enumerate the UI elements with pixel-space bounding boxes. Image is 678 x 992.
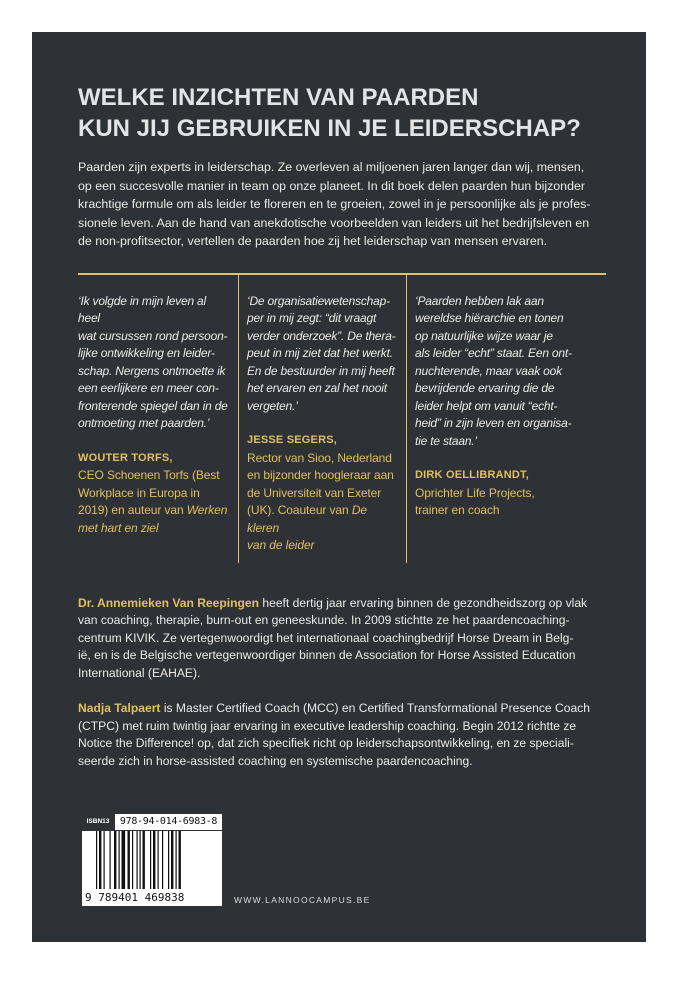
barcode-bar [153, 831, 155, 889]
barcode-bar [176, 831, 177, 889]
barcode-bar [128, 831, 130, 889]
testimonial-2 [238, 275, 406, 563]
barcode-graphic [96, 831, 214, 891]
heading-line-1: WELKE INZICHTEN VAN PAARDEN [78, 84, 479, 111]
testimonial-role [78, 467, 230, 537]
barcode-bars [82, 831, 222, 906]
barcode-bar [179, 831, 181, 889]
book-title: Werken met hart en ziel [78, 503, 228, 535]
barcode-bar [99, 831, 101, 889]
isbn-number: 978-94-014-6983-8 [115, 814, 222, 830]
isbn-label: ISBN13 [82, 814, 114, 830]
barcode-bar [104, 831, 105, 889]
testimonial-quote: ‘Paarden hebben lak aan wereldse hiërarchie en tonen op natuurlijke wijze waar je als leider “echt” staat. Een ont- nuchterende, maar vaak ook bevrijdende ervaring die de leider helpt om vanuit “echt- heid” in zijn leven en organisa- tie te staan.’ [415, 293, 572, 448]
book-title: De kleren van de leider [247, 503, 367, 552]
testimonial-author: WOUTER TORFS, [78, 451, 173, 464]
cover-heading [78, 82, 606, 144]
testimonial-role [247, 450, 398, 555]
testimonial-role [415, 485, 598, 520]
testimonial-1 [78, 275, 238, 563]
back-cover [32, 32, 646, 942]
intro-paragraph: Paarden zijn experts in leiderschap. Ze overleven al miljoenen jaren langer dan wij, mensen, op een succesvolle manier in team op onze planeet. In dit boek delen paarden hun bijzonder krachtige formule om als leider te floreren en te groeien, zowel in je persoonlijke als je profes- sionele leven. Aan de hand van anekdotische voorbeelden van leiders uit het bedrijfsleven en de non-profitsector, vertellen de paarden hoe zij het leiderschap van mensen ervaren. [78, 160, 591, 248]
testimonial-3 [406, 275, 606, 563]
author-name: Dr. Annemieken Van Reepingen [78, 595, 260, 610]
barcode-bar [140, 831, 141, 889]
barcode-bar [168, 831, 169, 889]
testimonials [78, 273, 606, 563]
barcode-bar [122, 831, 126, 889]
bio-text: is Master Certified Coach (MCC) en Certified Transformational Presence Coach (CTPC) met ruim twintig jaar ervaring in executive leadership coaching. Begin 2012 richtte ze Notice the Difference! op, dat zich specifiek richt op leiderschapsontwikkeling, en ze speciali- seerde zich in horse-assisted coaching en systemische paardencoaching. [78, 701, 590, 768]
barcode-bar [119, 831, 120, 889]
barcode-bar [158, 831, 159, 889]
barcode-bar [143, 831, 145, 889]
barcode-bar [96, 831, 97, 889]
barcode-bar [132, 831, 133, 889]
publisher-website: WWW.LANNOOCAMPUS.BE [234, 895, 371, 905]
bio-text: heeft dertig jaar ervaring binnen de gezondheidszorg op vlak van coaching, therapie, burn-out en geneeskunde. In 2009 stichtte ze het paardencoaching- centrum KIVIK. Ze vertegenwoordigt het internationaal coachingbedrijf Horse Dream in Belg- ië, en is de Belgische vertegenwoordiger binnen de Association for Horse Assisted Education International (EAHAE). [78, 595, 588, 680]
isbn-barcode [82, 814, 222, 906]
testimonial-quote: ‘Ik volgde in mijn leven al heel wat cursussen rond persoon- lijke ontwikkeling en leider- schap. Nergens ontmoette ik een eerlijkere en meer con- fronterende spiegel dan in de ontmoeting met paarden.’ [78, 293, 228, 430]
testimonial-quote: ‘De organisatiewetenschap- per in mij zegt: “dit vraagt verder onderzoek”. De thera- peut in mij ziet dat het werkt. En de bestuurder in mij heeft het ervaren en zal het nooit vergeten.’ [247, 293, 396, 413]
author-bio-1 [78, 595, 606, 683]
barcode-bar [114, 831, 116, 889]
cover-footer [78, 814, 606, 906]
barcode-bar [171, 831, 173, 889]
author-name: Nadja Talpaert [78, 701, 161, 715]
heading-line-2: KUN JIJ GEBRUIKEN IN JE LEIDERSCHAP? [78, 115, 581, 142]
barcode-bar [162, 831, 163, 889]
barcode-bar [150, 831, 151, 889]
author-bios [78, 595, 606, 771]
barcode-bar [110, 831, 111, 889]
barcode-digits: 9 789401 469838 [85, 891, 185, 904]
role-text: Oprichter Life Projects, trainer en coach [415, 485, 535, 517]
role-text: Rector van Sioo, Nederland en bijzonder hoogleraar aan de Universiteit van Exeter (UK). Coauteur van [247, 450, 394, 517]
testimonial-author: JESSE SEGERS, [247, 434, 338, 446]
author-bio-2 [78, 700, 606, 770]
role-text: CEO Schoenen Torfs (Best Workplace in Europa in 2019) en auteur van [78, 468, 220, 517]
testimonial-author: DIRK OELLIBRANDT, [415, 469, 530, 481]
barcode-bar [137, 831, 138, 889]
